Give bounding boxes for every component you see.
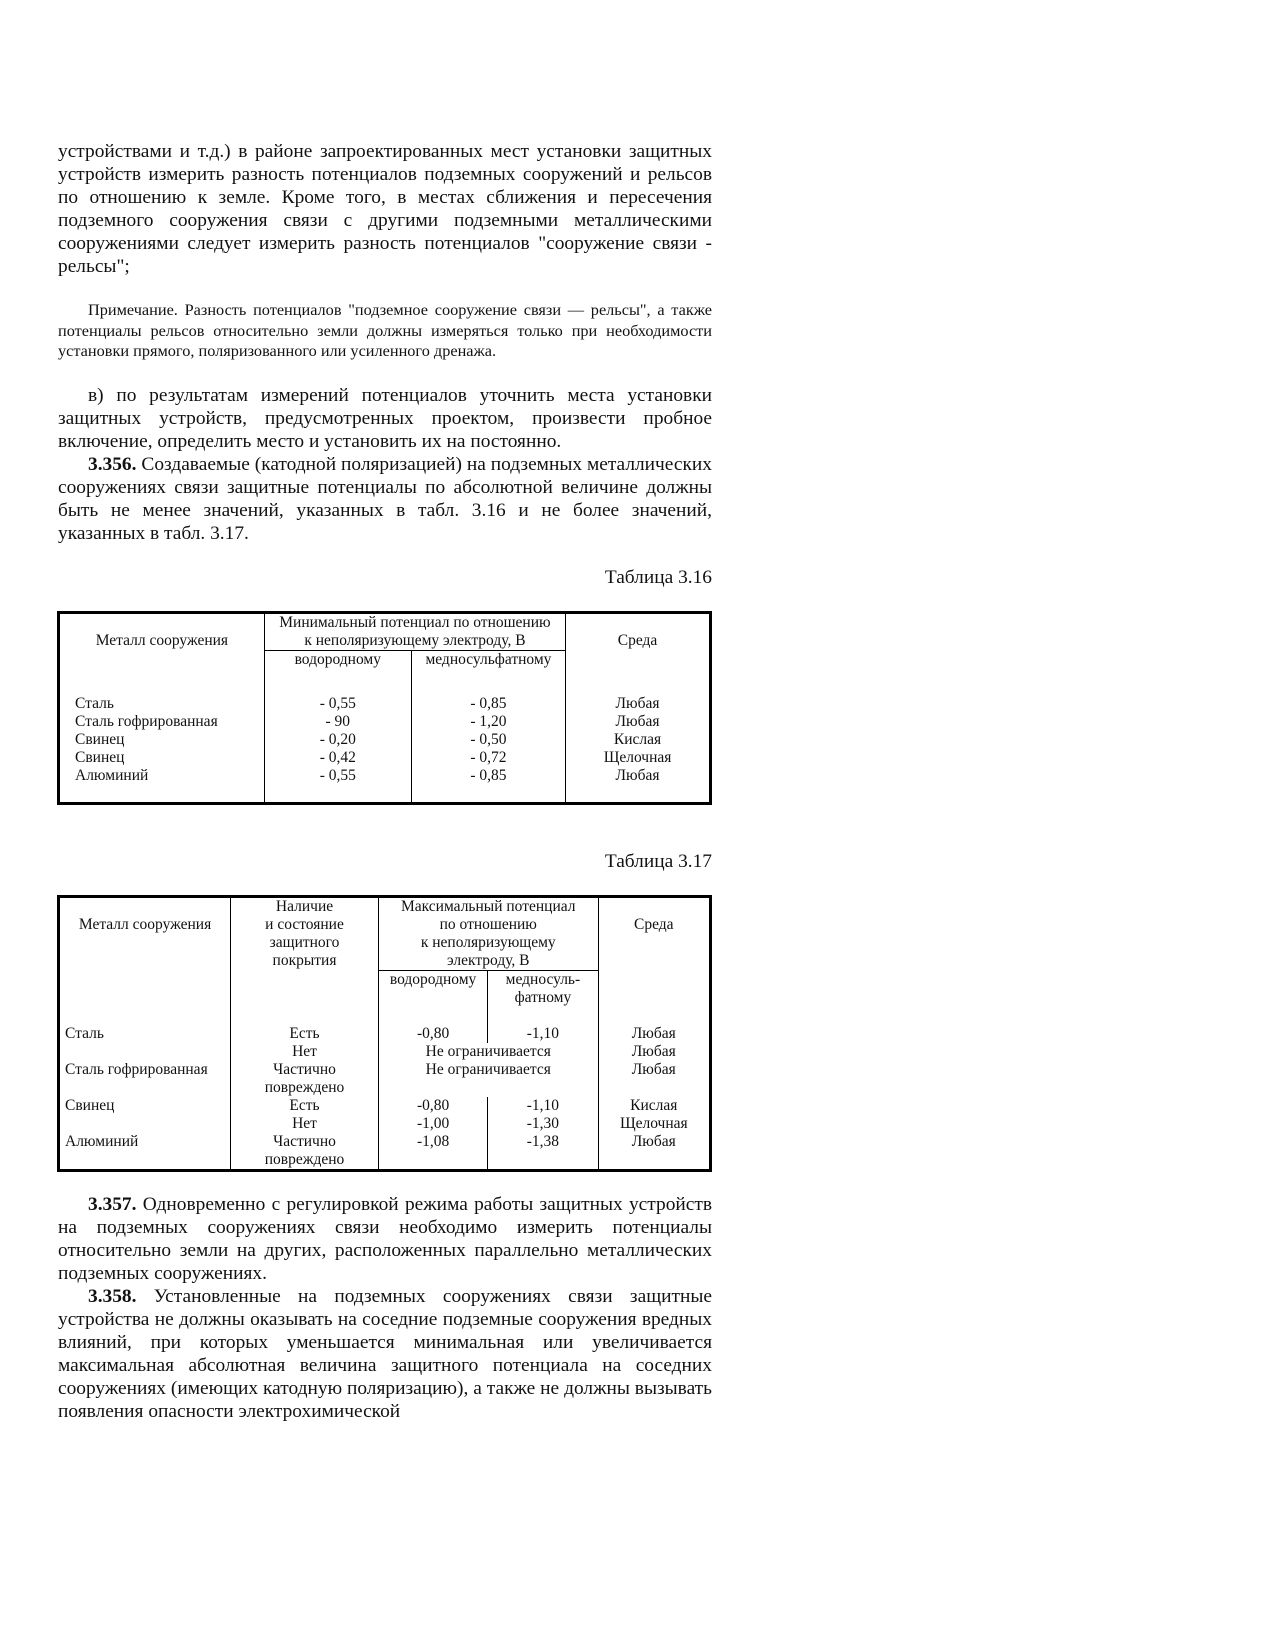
table-row: [59, 1025, 711, 1043]
table-cell: -1,30: [488, 1115, 598, 1133]
table-cell: Любая: [615, 766, 660, 784]
table-cell: Любая: [615, 694, 660, 712]
clause-text: Одновременно с регулировкой режима работы защитных устройств на подземных сооружениях связи необходимо измерить потенциалы относительно земли на других, расположенных параллельно металлических подземных сооружениях.: [58, 1193, 712, 1284]
table-row: [59, 1115, 711, 1133]
table-3-16: [57, 611, 712, 805]
table-cell: - 0,55: [319, 766, 356, 784]
table-cell: Есть: [231, 1025, 379, 1043]
table-cell: - 0,50: [470, 730, 507, 748]
table-cell: - 0,85: [470, 766, 507, 784]
paragraph-v: в) по результатам измерений потенциалов уточнить места установки защитных устройств, предусмотренных проектом, произвести пробное включение, определить место и установить их на постоянно.: [58, 384, 712, 452]
table-cell: [59, 1043, 231, 1061]
header-copper-sulfate: медносульфатному: [411, 650, 565, 669]
table-cell: Свинец: [75, 730, 125, 748]
clause-number: 3.358.: [88, 1285, 137, 1307]
table-3-17: [57, 895, 712, 1172]
column-metal: [59, 669, 265, 804]
paragraph-3-357: [58, 1193, 712, 1285]
note-paragraph: Примечание. Разность потенциалов "подземное сооружение связи — рельсы", а также потенциалы рельсов относительно земли должны измеряться только при необходимости установки прямого, поляризованного или усиленного дренажа.: [58, 300, 712, 360]
table-cell: -1,08: [378, 1133, 487, 1171]
table-cell: -1,10: [488, 1025, 598, 1043]
table-cell: -1,00: [378, 1115, 487, 1133]
table-cell-merged: Не ограничивается: [378, 1061, 598, 1097]
clause-text: Создаваемые (катодной поляризацией) на подземных металлических сооружениях связи защитные потенциалы по абсолютной величине должны быть не менее значений, указанных в табл. 3.16 и не более значений, указанных в табл. 3.17.: [58, 453, 712, 544]
table-cell: - 0,55: [319, 694, 356, 712]
table-cell: Свинец: [75, 748, 125, 766]
table-cell: Нет: [231, 1043, 379, 1061]
paragraph-3-356: [58, 453, 712, 545]
table-cell: - 90: [325, 712, 351, 730]
header-hydrogen: водородному: [264, 650, 411, 669]
table-cell: Любая: [598, 1025, 710, 1043]
table-cell: Любая: [598, 1043, 710, 1061]
clause-number: 3.357.: [88, 1193, 137, 1215]
table-cell: [59, 1115, 231, 1133]
table-cell: Сталь гофрированная: [65, 1060, 208, 1078]
table-cell: - 0,20: [319, 730, 356, 748]
table-cell: Любая: [598, 1061, 710, 1097]
table-cell: Алюминий: [65, 1132, 139, 1150]
table-row: [59, 1043, 711, 1061]
table-cell: - 0,42: [319, 748, 356, 766]
table-cell: Кислая: [613, 730, 662, 748]
clause-text: Установленные на подземных сооружениях связи защитные устройства не должны оказывать на соседние подземные сооружения вредных влияний, при которых уменьшается минимальная или увеличивается максимальная абсолютная величина защитного потенциала на соседних сооружениях (имеющих катодную поляризацию), а также не должны вызывать появления опасности электрохимической: [58, 1285, 712, 1422]
header-environment: Среда: [566, 612, 711, 669]
table-cell: Свинец: [65, 1096, 115, 1114]
table-cell: Сталь: [75, 694, 114, 712]
table-cell: Частично повреждено: [231, 1061, 379, 1097]
header-metal: Металл сооружения: [95, 632, 229, 649]
header-coating: Наличие и состояние защитного покрытия: [231, 896, 379, 1025]
table-cell-merged: Не ограничивается: [378, 1043, 598, 1061]
table-row: [59, 1061, 711, 1097]
table-cell: Алюминий: [75, 766, 149, 784]
table-cell: Сталь гофрированная: [75, 712, 218, 730]
paragraph-3-358: [58, 1285, 712, 1423]
table-cell: Любая: [615, 712, 660, 730]
table-cell: Щелочная: [598, 1115, 710, 1133]
table-cell: Сталь: [65, 1024, 104, 1042]
header-max-potential: Максимальный потенциал по отношению к неполяризующему электроду, В: [378, 896, 598, 970]
table-cell: -1,10: [488, 1097, 598, 1115]
paragraph-intro: устройствами и т.д.) в районе запроектированных мест установки защитных устройств измерить разность потенциалов подземных сооружений и рельсов по отношению к земле. Кроме того, в местах сближения и пересечения подземного сооружения связи с другими подземными металлическими сооружениями следует измерить разность потенциалов "сооружение связи - рельсы";: [58, 141, 712, 277]
table-cell: - 1,20: [470, 712, 507, 730]
table-3-16-caption: Таблица 3.16: [604, 566, 712, 588]
table-cell: Кислая: [598, 1097, 710, 1115]
header-environment: Среда: [598, 896, 710, 1025]
column-hydrogen: [264, 669, 411, 804]
document-page: [58, 140, 712, 1423]
clause-number: 3.356.: [88, 453, 137, 475]
table-cell: - 0,85: [470, 694, 507, 712]
table-cell: -0,80: [378, 1097, 487, 1115]
table-cell: - 0,72: [470, 748, 507, 766]
table-cell: Любая: [598, 1133, 710, 1171]
table-cell: Щелочная: [603, 748, 672, 766]
header-hydrogen: водородному: [378, 970, 487, 1025]
column-copper-sulfate: [411, 669, 565, 804]
header-min-potential: Минимальный потенциал по отношению к неполяризующему электроду, В: [264, 612, 565, 650]
header-copper-sulfate: медносуль- фатному: [488, 970, 598, 1025]
table-cell: -1,38: [488, 1133, 598, 1171]
table-row: [59, 1133, 711, 1171]
header-metal: Металл сооружения: [78, 915, 212, 933]
table-3-17-caption: Таблица 3.17: [604, 850, 712, 872]
table-cell: Частично повреждено: [231, 1133, 379, 1171]
table-cell: Есть: [231, 1097, 379, 1115]
column-environment: [566, 669, 711, 804]
table-cell: -0,80: [378, 1025, 487, 1043]
table-cell: Нет: [231, 1115, 379, 1133]
table-row: [59, 1097, 711, 1115]
